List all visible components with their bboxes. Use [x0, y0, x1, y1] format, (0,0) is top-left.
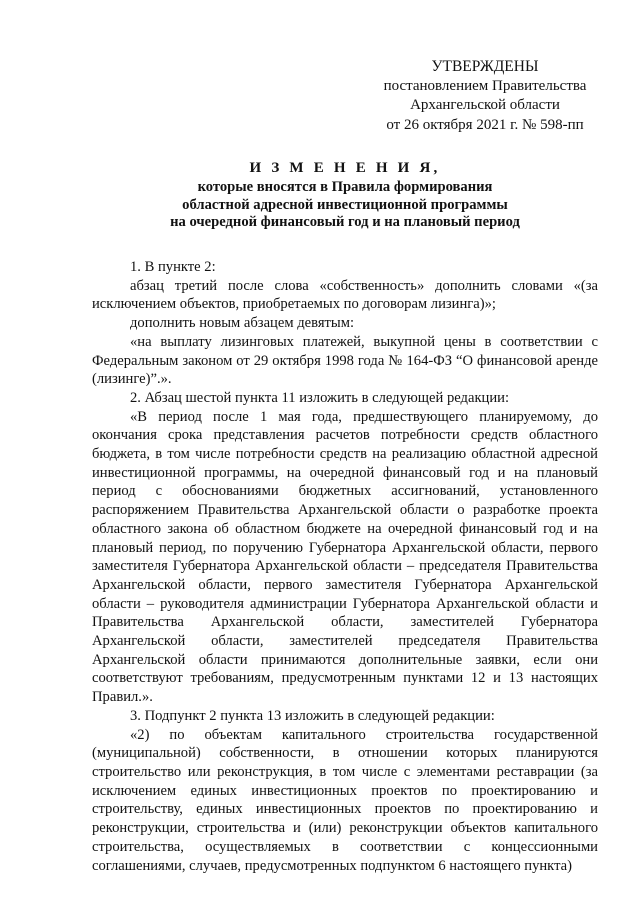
approval-line-resolution: постановлением Правительства	[383, 77, 587, 94]
paragraph-item-1: 1. В пункте 2:	[130, 259, 216, 275]
document-title: И З М Е Н Е Н И Я,	[249, 160, 441, 176]
approval-line-region: Архангельской области	[410, 97, 560, 113]
document-subtitle-line-1: которые вносятся в Правила формирования	[197, 179, 493, 195]
paragraph-quote: «на выплату лизинговых платежей, выкупной цены в соответствии с Федеральным законом от 29 октября 1998 года № 164-ФЗ “О финансовой аренде (лизинге)”.».	[92, 333, 598, 388]
paragraph-item-3: 3. Подпункт 2 пункта 13 изложить в следующей редакции:	[130, 707, 495, 724]
approval-title: УТВЕРЖДЕНЫ	[431, 58, 539, 75]
approval-block	[360, 57, 610, 135]
paragraph-quote: «2) по объектам капитального строительства государственной (муниципальной) собственности, в отношении которых планируются строительство или реконструкция, в том числе с элементами реставрации (за исключением единых инвестиционных проектов по проектированию и строительству, единых инвестиционных проектов по проектированию и реконструкции, строительства и (или) реконструкции объектов капитального строительства, осуществляемых в соответствии с концессионными соглашениями, случаев, предусмотренных подпунктом 6 настоящего пункта)	[92, 726, 598, 874]
document-subtitle-line-3: на очередной финансовый год и на плановый период	[170, 214, 520, 230]
paragraph: дополнить новым абзацем девятым:	[130, 315, 355, 332]
paragraph-quote: «В период после 1 мая года, предшествующего планируемому, до окончания срока представления расчетов потребности средств областного бюджета, в том числе потребности средств на реализацию областной адресной инвестиционной программы, на очередной финансовый год и на плановый период с обоснованиями бюджетных ассигнований, установленного распоряжением Правительства Архангельской области о разработке проекта областного закона об областном бюджете на очередной финансовый год и на плановый период, по поручению Губернатора Архангельской области, первого заместителя Губернатора Архангельской области – председателя Правительства Архангельской области, первого заместителя Губернатора Архангельской области – руководителя администрации Губернатора Архангельской области и Правительства Архангельской области, заместителей Губернатора Архангельской области, заместителей председателя Правительства Архангельской области принимаются дополнительные заявки, если они соответствуют требованиям, предусмотренным пунктами 12 и 13 настоящих Правил.».	[92, 408, 598, 706]
paragraph: абзац третий после слова «собственность» дополнить словами «(за исключением объектов, приобретаемых по договорам лизинга)»;	[92, 277, 598, 313]
document-subtitle-line-2: областной адресной инвестиционной программы	[182, 196, 508, 213]
document-body	[92, 258, 598, 875]
document-heading	[90, 157, 600, 232]
paragraph-item-2: 2. Абзац шестой пункта 11 изложить в следующей редакции:	[130, 389, 510, 406]
approval-line-date: от 26 октября 2021 г. № 598-пп	[386, 116, 584, 133]
